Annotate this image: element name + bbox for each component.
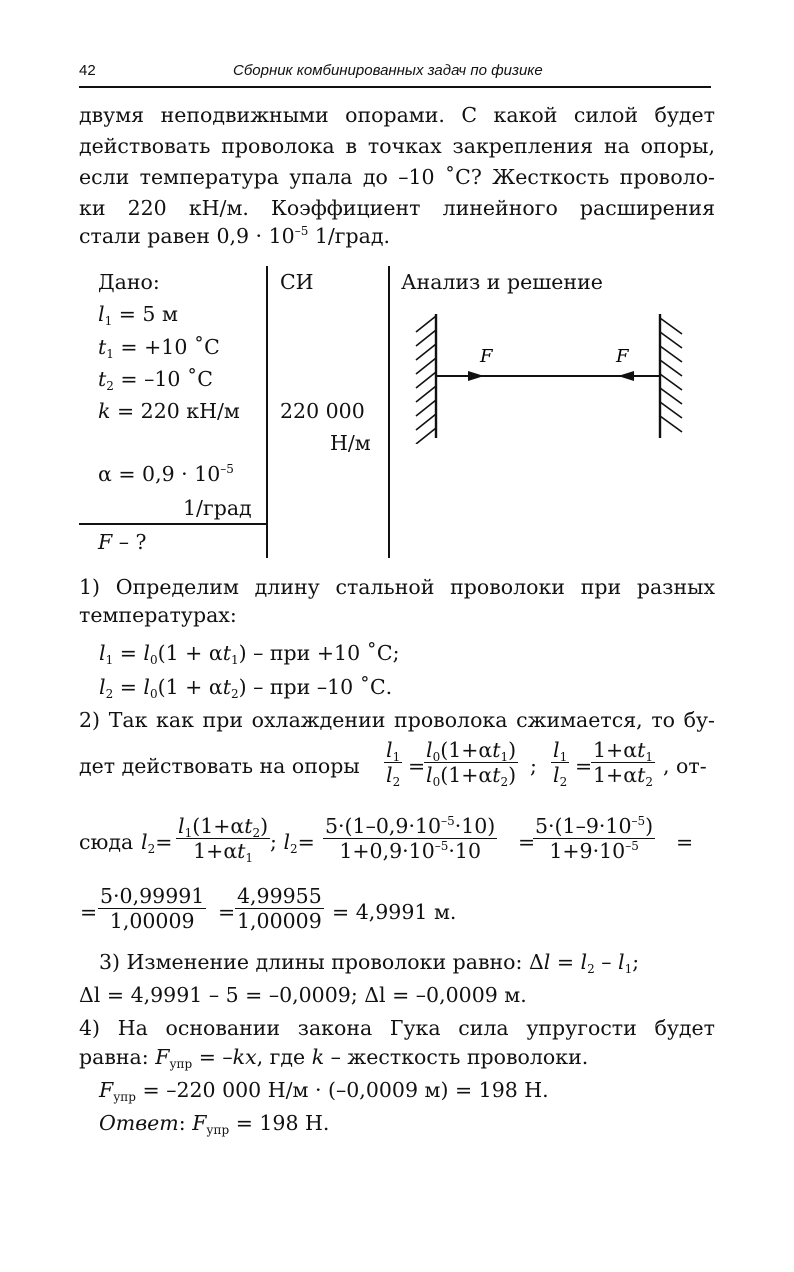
given-t1: $t_1 = +10$ ˚С: [98, 335, 220, 361]
given-find: F – ?: [98, 530, 147, 554]
fraction-result-2: $\frac{4,99955}{1,00009}$: [237, 884, 322, 933]
force-arrow-right: [618, 371, 634, 381]
step3-line-2: Δl = 4,9991 – 5 = –0,0009; Δl = –0,0009 м.: [79, 983, 527, 1007]
right-support-hatch: [660, 314, 682, 438]
given-k: k = 220 кН/м: [98, 399, 240, 423]
table-divider-1: [266, 266, 268, 558]
si-heading: СИ: [280, 270, 314, 294]
given-l1: $l_1 = 5$ м: [98, 302, 178, 328]
answer-line: Ответ: $F_{упр} = 198$ Н.: [99, 1111, 330, 1137]
given-alpha-unit: 1/град: [183, 496, 252, 520]
fraction-numeric-2: $\frac{5\cdot(1-9\cdot 10^{-5})}{1+9\cdot 10^{-5}}$: [535, 814, 654, 863]
force-label-left: F: [480, 346, 493, 367]
step4-calculation: $F_{упр} = -220$ 000 Н/м · (–0,0009 м) = 198 Н.: [99, 1078, 549, 1104]
step2-suffix: , от-: [663, 754, 707, 778]
book-title: Сборник комбинированных задач по физике: [233, 62, 543, 79]
fraction-numeric-1: $\frac{5\cdot(1-0,9\cdot 10^{-5}\cdot 10)}{1+0,9\cdot 10^{-5}\cdot 10}$: [325, 814, 496, 863]
force-arrow-left: [468, 371, 484, 381]
answer-value: = 198 Н.: [229, 1111, 330, 1135]
l2-result: = 4,9991 м.: [332, 900, 457, 924]
intro-line-1: двумя неподвижными опорами. С какой силой будет: [79, 103, 715, 127]
step2-line-1: 2) Так как при охлаждении проволока сжимается, то бу-: [79, 708, 715, 732]
semicolon: ;: [530, 754, 537, 778]
left-support-hatch: [416, 314, 436, 444]
page-number: 42: [79, 62, 96, 79]
step4-line-1: 4) На основании закона Гука сила упругости будет: [79, 1016, 715, 1040]
step1-line-1: 1) Определим длину стальной проволоки при разных: [79, 575, 715, 599]
intro-line-3: если температура упала до –10 ˚С? Жесткость проволо-: [79, 165, 715, 189]
si-k-unit: Н/м: [330, 431, 371, 455]
step2-line-2: дет действовать на опоры: [79, 754, 360, 778]
step2-from: сюда: [79, 830, 134, 854]
equals-sign: =: [80, 900, 98, 924]
l2-symbol-2: ; $l_2=$: [270, 830, 315, 856]
step1-eq-1: $l_1 = l_0(1 + \alpha t_1)$ – при +10 ˚С;: [99, 641, 400, 667]
given-rule: [79, 523, 267, 525]
fraction-l1-over-l2-a: $\frac{l_1}{l_2}$: [386, 738, 401, 789]
step1-eq-2: $l_2 = l_0(1 + \alpha t_2)$ – при –10 ˚С.: [99, 675, 393, 701]
table-divider-2: [388, 266, 390, 558]
equals-sign: =: [518, 830, 536, 854]
fraction-ratio: $\frac{1+\alpha t_1}{1+\alpha t_2}$: [593, 738, 653, 789]
intro-line-4: ки 220 кН/м. Коэффициент линейного расширения: [79, 196, 715, 220]
step4-line-2: равна: $F_{упр} = -kx$, где k – жесткость проволоки.: [79, 1045, 589, 1071]
step3-line-1: 3) Изменение длины проволоки равно: $\Delta l = l_2 - l_1$;: [99, 950, 640, 976]
given-heading: Дано:: [98, 270, 160, 294]
header-rule: [79, 86, 711, 88]
equals-sign: =: [408, 754, 426, 778]
answer-label: Ответ: [99, 1111, 179, 1135]
si-k-value: 220 000: [280, 399, 365, 423]
given-t2: $t_2 = -10$ ˚С: [98, 367, 213, 393]
fraction-result-1: $\frac{5\cdot 0,99991}{1,00009}$: [100, 884, 205, 933]
intro-line-5: стали равен $0,9 \cdot 10^{-5}$ 1/град.: [79, 224, 391, 248]
fraction-expansion: $\frac{l_0(1+\alpha t_1)}{l_0(1+\alpha t_2)}$: [426, 738, 517, 789]
l2-symbol: $l_2=$: [141, 830, 173, 856]
equals-sign: =: [575, 754, 593, 778]
fraction-l2-formula: $\frac{l_1(1+\alpha t_2)}{1+\alpha t_1}$: [178, 814, 269, 865]
equals-sign: =: [218, 900, 236, 924]
fraction-l1-over-l2-b: $\frac{l_1}{l_2}$: [553, 738, 568, 789]
wire-diagram: [410, 310, 694, 444]
intro-line-2: действовать проволока в точках закрепления на опоры,: [79, 134, 715, 158]
step1-line-2: температурах:: [79, 603, 237, 627]
equals-sign: =: [676, 830, 694, 854]
analysis-heading: Анализ и решение: [401, 270, 603, 294]
given-alpha: $\alpha = 0,9 \cdot 10^{-5}$: [98, 462, 234, 486]
force-label-right: F: [616, 346, 629, 367]
